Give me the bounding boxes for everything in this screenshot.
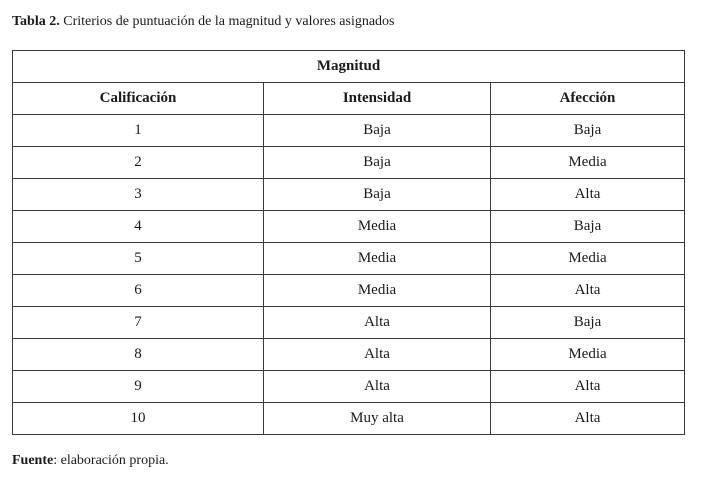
cell-intensidad: Alta <box>264 307 491 339</box>
cell-calificacion: 9 <box>13 371 264 403</box>
table-caption <box>12 14 395 30</box>
table-row <box>13 211 685 243</box>
group-header-row <box>13 51 685 83</box>
source-label: Fuente <box>12 453 54 468</box>
source-text: : elaboración propia. <box>53 453 169 468</box>
cell-intensidad: Media <box>264 243 491 275</box>
cell-calificacion: 4 <box>13 211 264 243</box>
table-row <box>13 115 685 147</box>
column-header-intensidad: Intensidad <box>264 83 491 115</box>
cell-afeccion: Alta <box>491 179 685 211</box>
table-row <box>13 403 685 435</box>
cell-afeccion: Baja <box>491 115 685 147</box>
cell-calificacion: 7 <box>13 307 264 339</box>
cell-intensidad: Alta <box>264 339 491 371</box>
cell-afeccion: Media <box>491 339 685 371</box>
table-source <box>12 453 169 469</box>
cell-calificacion: 3 <box>13 179 264 211</box>
table-row <box>13 339 685 371</box>
cell-afeccion: Alta <box>491 371 685 403</box>
cell-intensidad: Baja <box>264 147 491 179</box>
column-header-row <box>13 83 685 115</box>
cell-intensidad: Media <box>264 211 491 243</box>
cell-calificacion: 8 <box>13 339 264 371</box>
caption-label: Tabla 2. <box>12 14 60 29</box>
cell-afeccion: Baja <box>491 307 685 339</box>
table-row <box>13 147 685 179</box>
table-row <box>13 243 685 275</box>
table-row <box>13 371 685 403</box>
cell-afeccion: Baja <box>491 211 685 243</box>
cell-afeccion: Media <box>491 147 685 179</box>
table-row <box>13 307 685 339</box>
cell-calificacion: 2 <box>13 147 264 179</box>
cell-intensidad: Alta <box>264 371 491 403</box>
cell-intensidad: Baja <box>264 179 491 211</box>
magnitude-table <box>12 50 685 435</box>
cell-intensidad: Baja <box>264 115 491 147</box>
cell-calificacion: 6 <box>13 275 264 307</box>
cell-afeccion: Media <box>491 243 685 275</box>
column-header-afeccion: Afección <box>491 83 685 115</box>
cell-intensidad: Media <box>264 275 491 307</box>
cell-afeccion: Alta <box>491 403 685 435</box>
group-header: Magnitud <box>13 51 685 83</box>
table-row <box>13 179 685 211</box>
column-header-calificacion: Calificación <box>13 83 264 115</box>
caption-text: Criterios de puntuación de la magnitud y valores asignados <box>63 14 395 29</box>
table-body <box>13 115 685 435</box>
cell-calificacion: 1 <box>13 115 264 147</box>
cell-calificacion: 5 <box>13 243 264 275</box>
cell-calificacion: 10 <box>13 403 264 435</box>
cell-intensidad: Muy alta <box>264 403 491 435</box>
cell-afeccion: Alta <box>491 275 685 307</box>
table-row <box>13 275 685 307</box>
